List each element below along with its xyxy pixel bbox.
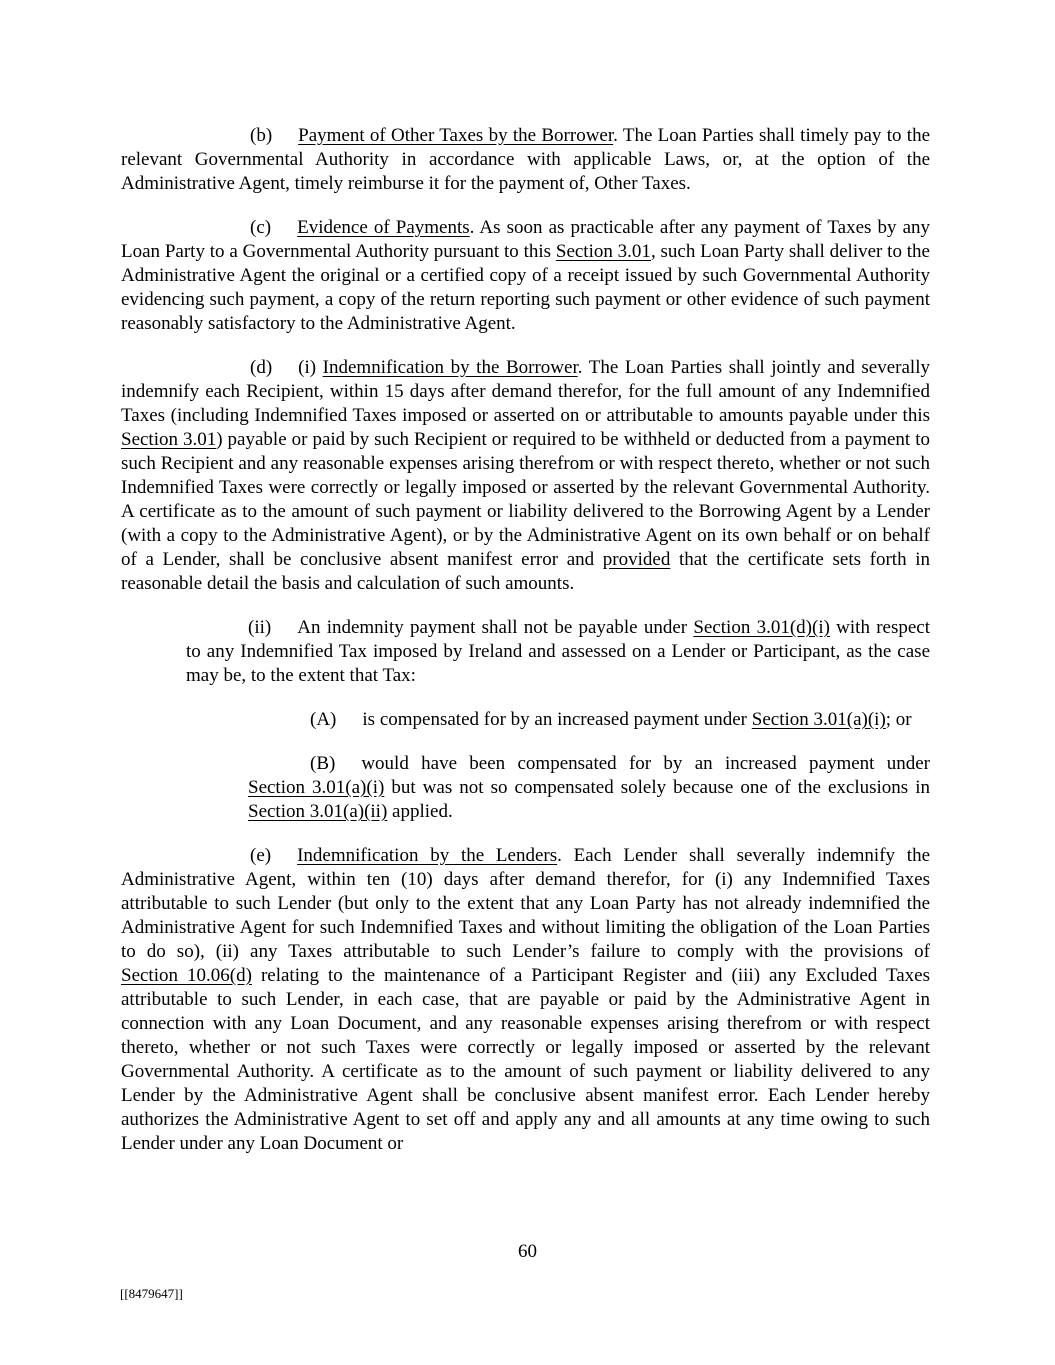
text-run: An indemnity payment shall not be payable under (297, 617, 694, 638)
text-run: (e) (250, 845, 272, 866)
text-run: (b) (250, 125, 273, 146)
text-run: ) payable or paid by such Recipient or required to be withheld or deducted from a payment to such Recipient and any reasonable expenses arising therefrom or with respect thereto, whether or not such Indemnified Taxes were correctly or legally imposed or asserted by the relevant Governmental Authority. A certificate as to the amount of such payment or liability delivered to the Borrowing Agent by a Lender (with a copy to the Administrative Agent), or by the Administrative Agent on its own behalf or on behalf of a Lender, shall be conclusive absent manifest error and (121, 429, 930, 570)
text-run: (B) (310, 753, 336, 774)
text-run: relating to the maintenance of a Participant Register and (iii) any Excluded Taxes attributable to such Lender, in each case, that are payable or paid by the Administrative Agent in connection with any Loan Document, and any reasonable expenses arising therefrom or with respect thereto, whether or not such Taxes were correctly or legally imposed or asserted by the relevant Governmental Authority. A certificate as to the amount of such payment or liability delivered to any Lender by the Administrative Agent shall be conclusive absent manifest error. Each Lender hereby authorizes the Administrative Agent to set off and apply any and all amounts at any time owing to such Lender under any Loan Document or (121, 965, 930, 1154)
page-number: 60 (518, 1241, 537, 1262)
para-c (121, 216, 930, 336)
text-run: but was not so compensated solely because one of the exclusions in (384, 777, 930, 798)
text-run: , such Loan Party shall deliver to the Administrative Agent the original or a certified copy of a receipt issued by such Governmental Authority evidencing such payment, a copy of the return reporting such payment or other evidence of such payment reasonably satisfactory to the Administrative Agent. (121, 241, 930, 334)
text-run: (i) (298, 357, 323, 378)
text-run: (ii) (248, 617, 272, 638)
para-d-ii (186, 616, 930, 688)
underlined-reference: Section 10.06(d) (121, 965, 252, 986)
text-run: . Each Lender shall severally indemnify the Administrative Agent, within ten (10) days after demand therefor, for (i) any Indemnified Taxes attributable to such Lender (but only to the extent that any Loan Party has not already indemnified the Administrative Agent for such Indemnified Taxes and without limiting the obligation of the Loan Parties to do so), (ii) any Taxes attributable to such Lender’s failure to comply with the provisions of (121, 845, 930, 962)
para-d-ii-A (248, 708, 930, 732)
text-run: . The Loan Parties shall jointly and severally indemnify each Recipient, within 15 days after demand therefor, for the full amount of any Indemnified Taxes (including Indemnified Taxes imposed or asserted on or attributable to amounts payable under this (121, 357, 930, 426)
underlined-reference: provided (602, 549, 671, 570)
underlined-reference: Indemnification by the Borrower (322, 357, 578, 378)
para-d-ii-B (248, 752, 930, 824)
text-run: ; or (885, 709, 912, 730)
text-run: (A) (310, 709, 337, 730)
text-run: applied. (387, 801, 453, 822)
underlined-reference: Section 3.01 (121, 429, 217, 450)
underlined-reference: Section 3.01(a)(i) (248, 777, 385, 798)
text-run: . The Loan Parties shall timely pay to the relevant Governmental Authority in accordance with applicable Laws, or, at the option of the Administrative Agent, timely reimburse it for the payment of, Other Taxes. (121, 125, 930, 194)
underlined-reference: Payment of Other Taxes by the Borrower (298, 125, 614, 146)
underlined-reference: Section 3.01(a)(i) (751, 709, 886, 730)
text-run: with respect to any Indemnified Tax imposed by Ireland and assessed on a Lender or Participant, as the case may be, to the extent that Tax: (186, 617, 930, 686)
underlined-reference: Indemnification by the Lenders (297, 845, 558, 866)
para-b (121, 124, 930, 196)
para-e (121, 844, 930, 1156)
footer-document-id: [[8479647]] (120, 1286, 183, 1301)
document-body (121, 124, 930, 1176)
text-run: . As soon as practicable after any payment of Taxes by any Loan Party to a Governmental Authority pursuant to this (121, 217, 930, 262)
text-run: that the certificate sets forth in reasonable detail the basis and calculation of such amounts. (121, 549, 930, 594)
underlined-reference: Section 3.01(d)(i) (693, 617, 830, 638)
text-run: would have been compensated for by an increased payment under (361, 753, 930, 774)
text-run: is compensated for by an increased payment under (362, 709, 752, 730)
underlined-reference: Section 3.01(a)(ii) (248, 801, 388, 822)
underlined-reference: Section 3.01 (555, 241, 651, 262)
underlined-reference: Evidence of Payments (297, 217, 470, 238)
text-run: (d) (250, 357, 273, 378)
text-run: (c) (250, 217, 272, 238)
para-d-i (121, 356, 930, 596)
